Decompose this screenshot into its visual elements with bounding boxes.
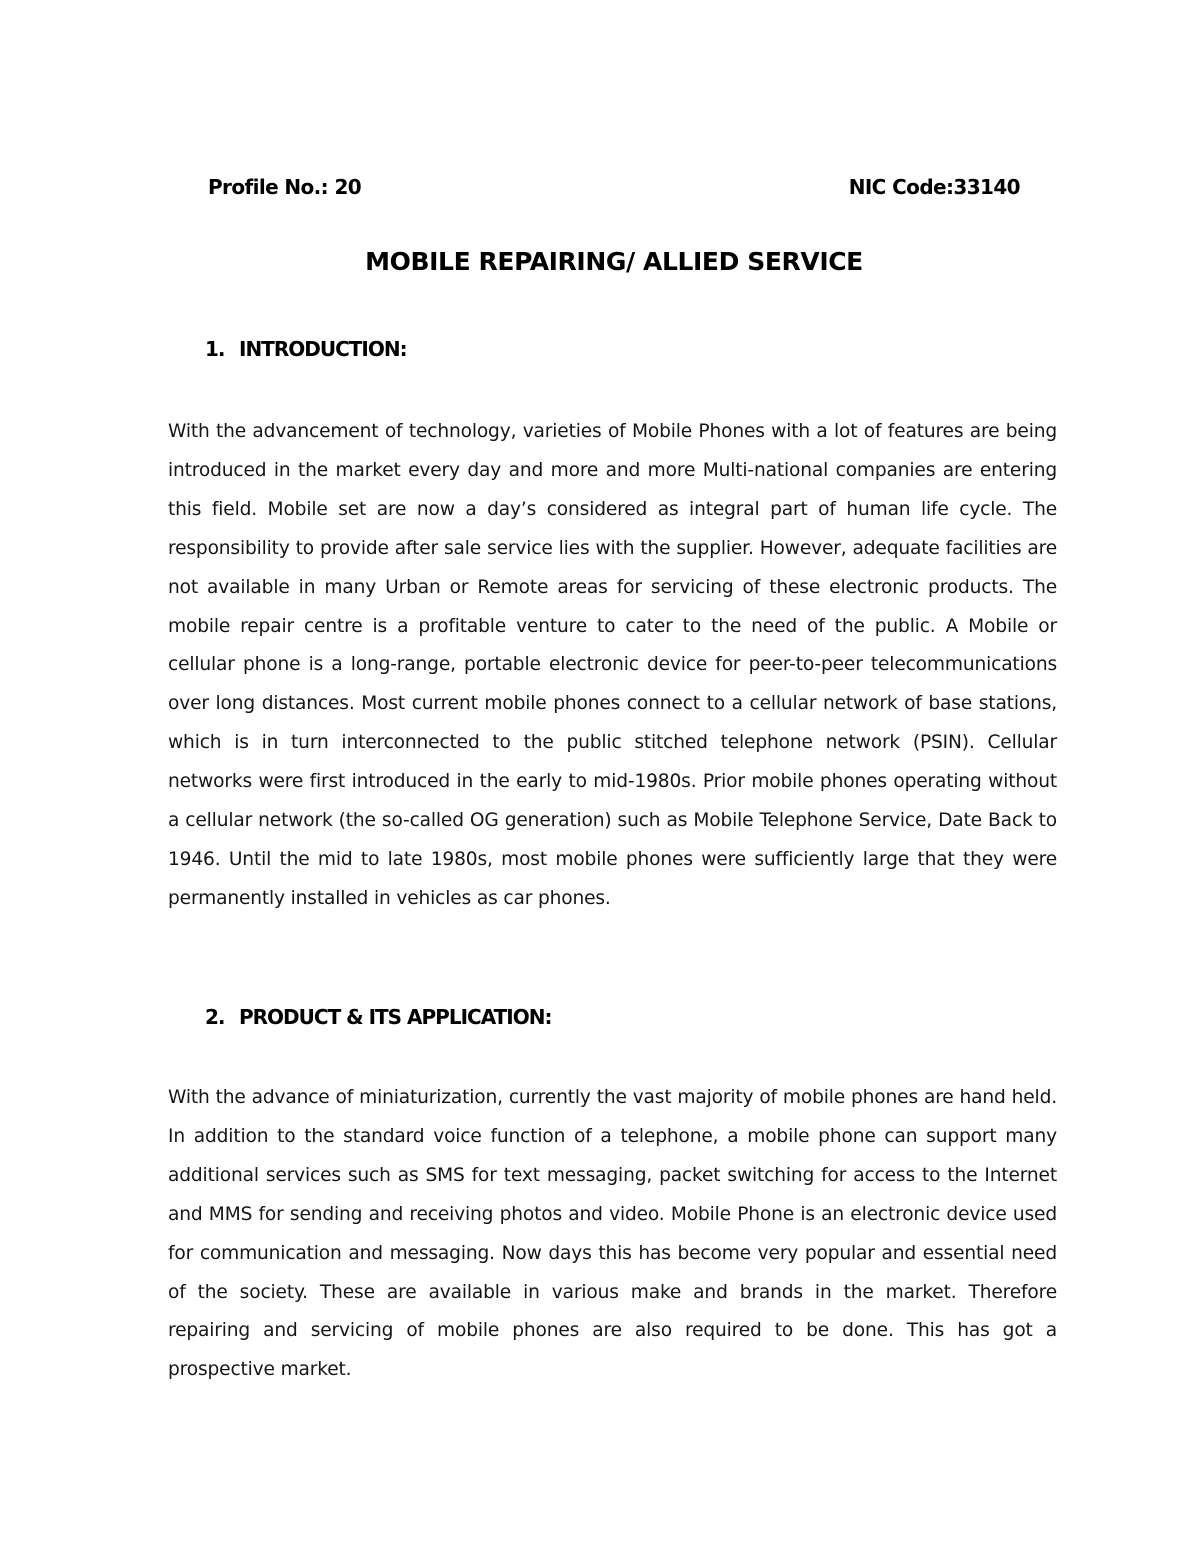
section-number: 1.	[205, 337, 225, 361]
section-title: INTRODUCTION:	[239, 337, 407, 361]
profile-number: Profile No.: 20	[208, 175, 362, 199]
section-title: PRODUCT & ITS APPLICATION:	[239, 1005, 552, 1029]
document-header	[208, 170, 1020, 204]
nic-code: NIC Code:33140	[848, 175, 1020, 199]
section-heading-product-application	[205, 1001, 551, 1033]
section-number: 2.	[205, 1005, 225, 1029]
product-application-paragraph: With the advance of miniaturization, currently the vast majority of mobile phones are hand held. In addition to the standard voice function of a telephone, a mobile phone can support many additional services such as SMS for text messaging, packet switching for access to the Internet and MMS for sending and receiving photos and video. Mobile Phone is an electronic device used for communication and messaging. Now days this has become very popular and essential need of the society. These are available in various make and brands in the market. Therefore repairing and servicing of mobile phones are also required to be done. This has got a prospective market.	[168, 1087, 1057, 1381]
document-title: MOBILE REPAIRING/ ALLIED SERVICE	[365, 247, 863, 276]
introduction-paragraph: With the advancement of technology, varieties of Mobile Phones with a lot of features are being introduced in the market every day and more and more Multi-national companies are entering this field. Mobile set are now a day’s considered as integral part of human life cycle. The responsibility to provide after sale service lies with the supplier. However, adequate facilities are not available in many Urban or Remote areas for servicing of these electronic products. The mobile repair centre is a profitable venture to cater to the need of the public. A Mobile or cellular phone is a long-range, portable electronic device for peer-to-peer telecommunications over long distances. Most current mobile phones connect to a cellular network of base stations, which is in turn interconnected to the public stitched telephone network (PSIN). Cellular networks were first introduced in the early to mid-1980s. Prior mobile phones operating without a cellular network (the so-called OG generation) such as Mobile Telephone Service, Date Back to 1946. Until the mid to late 1980s, most mobile phones were sufficiently large that they were permanently installed in vehicles as car phones.	[168, 421, 1057, 909]
section-heading-introduction	[205, 333, 407, 365]
